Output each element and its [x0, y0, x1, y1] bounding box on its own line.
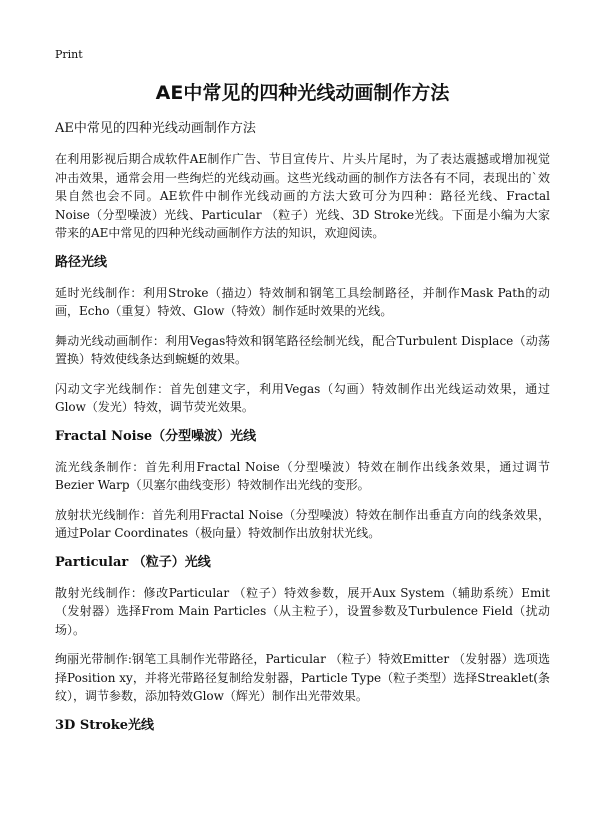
article-subtitle: AE中常见的四种光线动画制作方法: [55, 121, 256, 136]
article-body: [55, 150, 550, 747]
paragraph-flowing-lines: 流光线条制作：首先利用Fractal Noise（分型噪波）特效在制作出线条效果，通过调节Bezier Warp（贝塞尔曲线变形）特效制作出光线的变形。: [55, 459, 550, 492]
paragraph-radial-light: 放射状光线制作：首先利用Fractal Noise（分型噪波）特效在制作出垂直方向的线条效果，通过Polar Coordinates（极向量）特效制作出放射状光线。: [55, 507, 550, 540]
paragraph-delay-light: 延时光线制作：利用Stroke（描边）特效制和钢笔工具绘制路径，并制作Mask Path的动画，Echo（重复）特效、Glow（特效）制作延时效果的光线。: [55, 285, 550, 318]
page-title: AE中常见的四种光线动画制作方法: [155, 82, 450, 104]
paragraph-scatter-light: 散射光线制作：修改Particular （粒子）特效参数，展开Aux System（辅助系统）Emit（发射器）选择From Main Particles（从主粒子），设置参数及Turbulence Field（扰动场）。: [55, 585, 550, 637]
section-heading-path-light: 路径光线: [55, 254, 108, 270]
intro-paragraph: 在利用影视后期合成软件AE制作广告、节目宣传片、片头片尾时，为了表达震撼或增加视觉冲击效果，通常会用一些绚烂的光线动画。这些光线动画的制作方法各有不同，表现出的`效果自然也会不同。AE软件中制作光线动画的方法大致可分为四种：路径光线、Fractal Noise（分型噪波）光线、Particular （粒子）光线、3D Stroke光线。下面是小编为大家带来的AE中常见的四种光线动画制作方法的知识，欢迎阅读。: [55, 152, 550, 240]
paragraph-light-band: 绚丽光带制作:钢笔工具制作光带路径，Particular （粒子）特效Emitter （发射器）选项选择Position xy，并将光带路径复制给发射器，Particle Type（粒子类型）选择Streaklet(条纹），调节参数，添加特效Glow（辉光）制作出光带效果。: [55, 652, 550, 703]
section-heading-3d-stroke: 3D Stroke光线: [55, 717, 155, 733]
paragraph-flash-text-light: 闪动文字光线制作：首先创建文字，利用Vegas（勾画）特效制作出光线运动效果，通过Glow（发光）特效，调节荧光效果。: [55, 381, 550, 414]
paragraph-dancing-light: 舞动光线动画制作：利用Vegas特效和钢笔路径绘制光线，配合Turbulent Displace（动荡置换）特效使线条达到蜿蜒的效果。: [55, 333, 550, 366]
section-heading-fractal-noise: Fractal Noise（分型噪波）光线: [55, 428, 257, 444]
print-link[interactable]: Print: [55, 48, 83, 61]
section-heading-particular: Particular （粒子）光线: [55, 554, 211, 570]
